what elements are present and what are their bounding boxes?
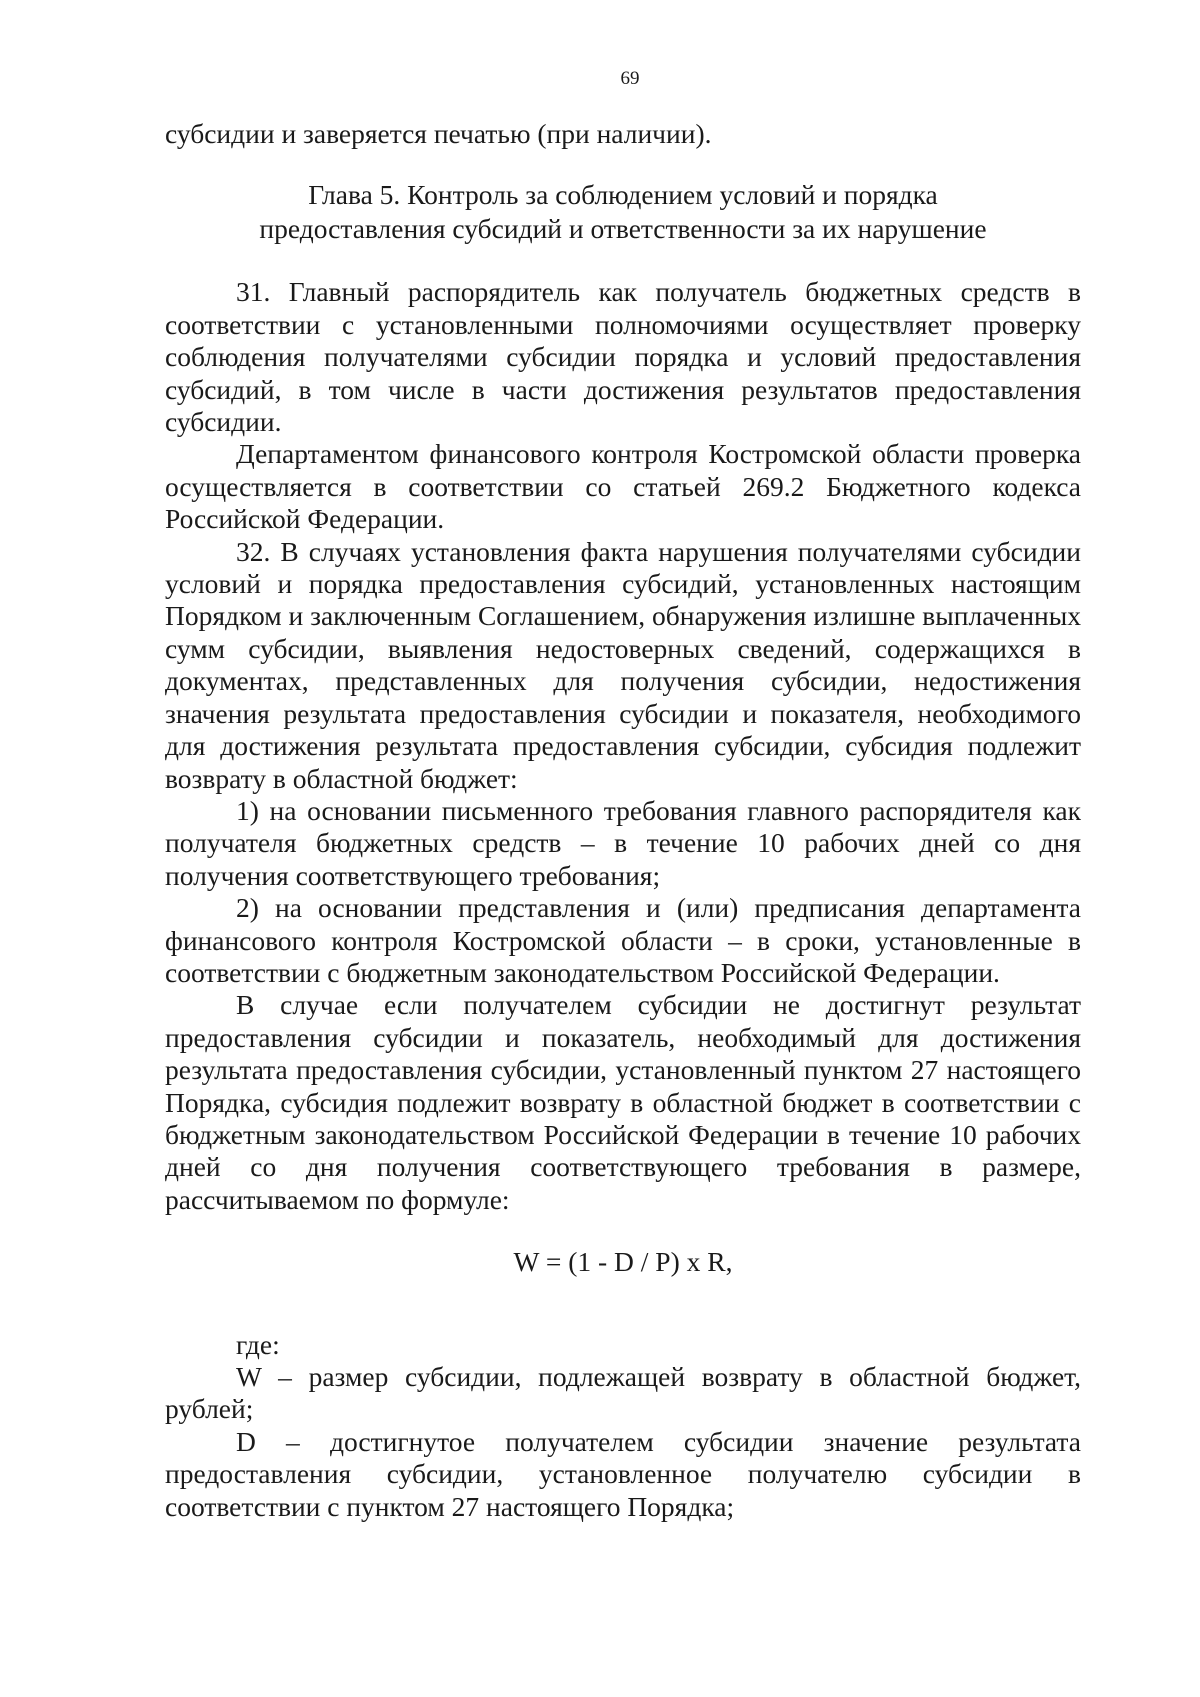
definition-d: D – достигнутое получателем субсидии значение результата предоставления субсидии, установленное получателю субсидии в соответствии с пунктом 27 настоящего Порядка; [165, 1425, 1081, 1522]
page-number: 69 [620, 68, 640, 89]
chapter-title-line-1: Глава 5. Контроль за соблюдением условий и порядка [308, 179, 938, 211]
definition-w: W – размер субсидии, подлежащей возврату в областной бюджет, рублей; [165, 1361, 1081, 1425]
paragraph-31-department: Департаментом финансового контроля Костромской области проверка осуществляется в соответствии со статьей 269.2 Бюджетного кодекса Российской Федерации. [165, 438, 1081, 535]
paragraph-31: 31. Главный распорядитель как получатель бюджетных средств в соответствии с установленными полномочиями осуществляет проверку соблюдения получателями субсидии порядка и условий предоставления субсидий, в том числе в части достижения результатов предоставления субсидии. [165, 276, 1081, 438]
formula-where: где: [236, 1328, 280, 1360]
paragraph-continuation: субсидии и заверяется печатью (при наличии). [165, 118, 712, 149]
chapter-title-line-2: предоставления субсидий и ответственности за их нарушение [259, 213, 987, 245]
chapter-title [165, 178, 1081, 246]
paragraph-32-item-2: 2) на основании представления и (или) предписания департамента финансового контроля Костромской области – в сроки, установленные в соответствии с бюджетным законодательством Российской Федерации. [165, 892, 1081, 988]
document-body [165, 118, 1081, 1523]
paragraph-32-return-case: В случае если получателем субсидии не достигнут результат предоставления субсидии и показатель, необходимый для достижения результата предоставления субсидии, установленный пунктом 27 настоящего Порядка, субсидия подлежит возврату в областной бюджет в соответствии с бюджетным законодательством Российской Федерации в течение 10 рабочих дней со дня получения соответствующего требования в размере, рассчитываемом по формуле: [165, 989, 1081, 1215]
formula: W = (1 - D / P) x R, [513, 1246, 733, 1278]
paragraph-32-item-1: 1) на основании письменного требования главного распорядителя как получателя бюджетных средств – в течение 10 рабочих дней со дня получения соответствующего требования; [165, 794, 1081, 891]
paragraph-32: 32. В случаях установления факта нарушения получателями субсидии условий и порядка предоставления субсидий, установленных настоящим Порядком и заключенным Соглашением, обнаружения излишне выплаченных сумм субсидии, выявления недостоверных сведений, содержащихся в документах, представленных для получения субсидии, недостижения значения результата предоставления субсидии и показателя, необходимого для достижения результата предоставления субсидии, субсидия подлежит возврату в областной бюджет: [165, 535, 1081, 794]
